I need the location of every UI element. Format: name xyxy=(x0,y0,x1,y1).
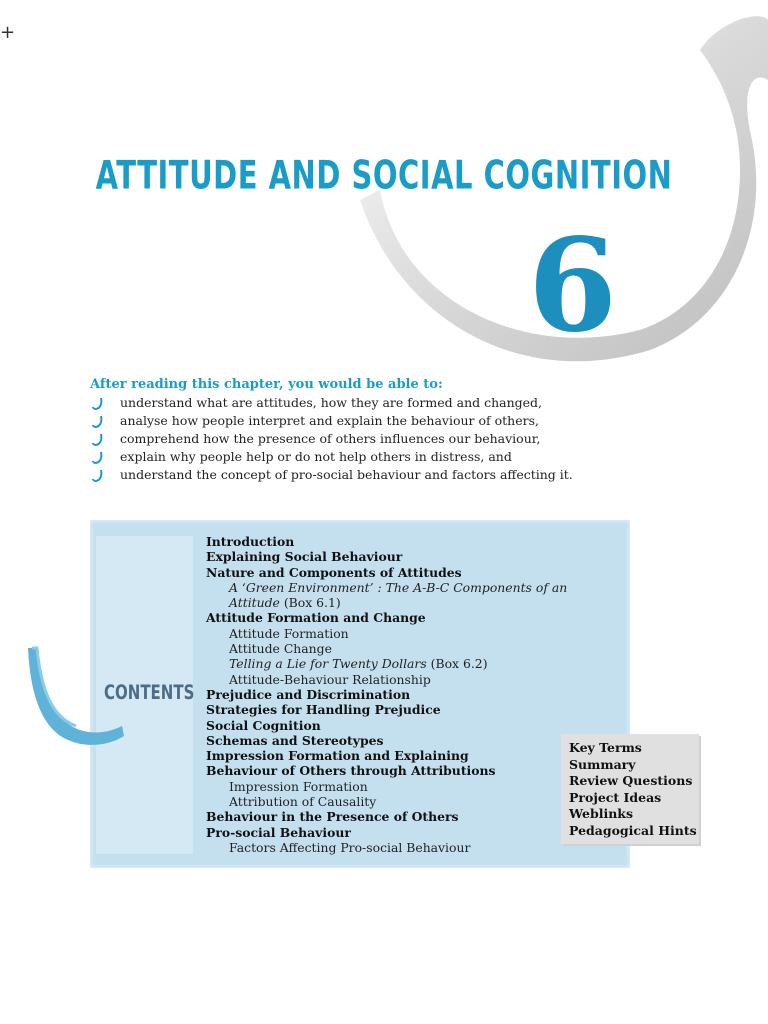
objectives-list xyxy=(90,394,730,484)
toc-item-schemas: Schemas and Stereotypes xyxy=(206,732,384,748)
toc-item-prejudice: Prejudice and Discrimination xyxy=(206,686,411,702)
chapter-number: 6 xyxy=(528,211,618,361)
toc-item-box-6-1-line1 xyxy=(206,580,586,595)
end-matter-item: Summary xyxy=(569,756,636,772)
crop-mark: + xyxy=(0,22,16,43)
end-matter-item: Weblinks xyxy=(569,806,633,822)
objectives-heading: After reading this chapter, you would be able to: xyxy=(90,377,443,392)
toc-item-box-6-2 xyxy=(206,656,586,671)
toc-item-suffix: (Box 6.2) xyxy=(426,656,488,672)
toc-item-behaviour-attributions: Behaviour of Others through Attributions xyxy=(206,763,496,779)
chapter-title: ATTITUDE AND SOCIAL COGNITION xyxy=(95,152,673,198)
toc-item-suffix: (Box 6.1) xyxy=(279,595,341,611)
toc-item-presence-of-others: Behaviour in the Presence of Others xyxy=(206,809,459,825)
objective-text: understand what are attitudes, how they are formed and changed, xyxy=(120,395,543,410)
hook-bullet-icon xyxy=(92,451,106,465)
toc-item-attribution-causality: Attribution of Causality xyxy=(229,794,377,810)
list-item xyxy=(90,448,730,466)
hook-bullet-icon xyxy=(92,433,106,447)
objective-text: understand the concept of pro-social behaviour and factors affecting it. xyxy=(120,467,573,482)
hook-bullet-icon xyxy=(92,415,106,429)
objective-text: analyse how people interpret and explain the behaviour of others, xyxy=(120,413,539,428)
toc-item-italic: Telling a Lie for Twenty Dollars xyxy=(229,656,427,672)
end-matter-item: Review Questions xyxy=(569,773,693,789)
end-matter-item: Project Ideas xyxy=(569,789,662,805)
toc-item-strategies: Strategies for Handling Prejudice xyxy=(206,702,441,718)
list-item xyxy=(90,412,730,430)
toc-item-nature-components: Nature and Components of Attitudes xyxy=(206,564,462,580)
toc-item-impression-formation: Impression Formation xyxy=(229,778,368,794)
toc-item-social-cognition: Social Cognition xyxy=(206,717,321,733)
list-item xyxy=(90,466,730,484)
objective-text: comprehend how the presence of others influences our behaviour, xyxy=(120,431,541,446)
toc-item-box-6-1-line2 xyxy=(206,595,586,610)
hook-bullet-icon xyxy=(92,397,106,411)
list-item xyxy=(90,394,730,412)
hook-bullet-icon xyxy=(92,469,106,483)
toc-item-attitude-behaviour: Attitude-Behaviour Relationship xyxy=(229,671,431,687)
contents-label: CONTENTS xyxy=(104,681,195,705)
toc-item-italic: A ‘Green Environment’ : The A-B-C Components of an xyxy=(229,579,568,595)
learning-objectives xyxy=(90,377,730,484)
toc-item-attitude-formation-change: Attitude Formation and Change xyxy=(206,610,426,626)
list-item xyxy=(90,430,730,448)
end-matter-item: Key Terms xyxy=(569,740,642,755)
toc-item-attitude-formation: Attitude Formation xyxy=(229,625,349,641)
toc-item-factors-pro-social: Factors Affecting Pro-social Behaviour xyxy=(229,839,471,855)
end-matter-box xyxy=(561,734,699,844)
toc-item-explaining-social-behaviour: Explaining Social Behaviour xyxy=(206,549,403,565)
end-matter-item: Pedagogical Hints xyxy=(569,822,697,838)
toc-item-attitude-change: Attitude Change xyxy=(229,641,332,657)
table-of-contents xyxy=(206,534,586,855)
objective-text: explain why people help or do not help others in distress, and xyxy=(120,449,512,464)
toc-item-impression-explaining: Impression Formation and Explaining xyxy=(206,748,469,764)
toc-item-italic: Attitude xyxy=(229,595,280,611)
toc-item-introduction: Introduction xyxy=(206,534,295,549)
toc-item-pro-social: Pro-social Behaviour xyxy=(206,824,351,840)
